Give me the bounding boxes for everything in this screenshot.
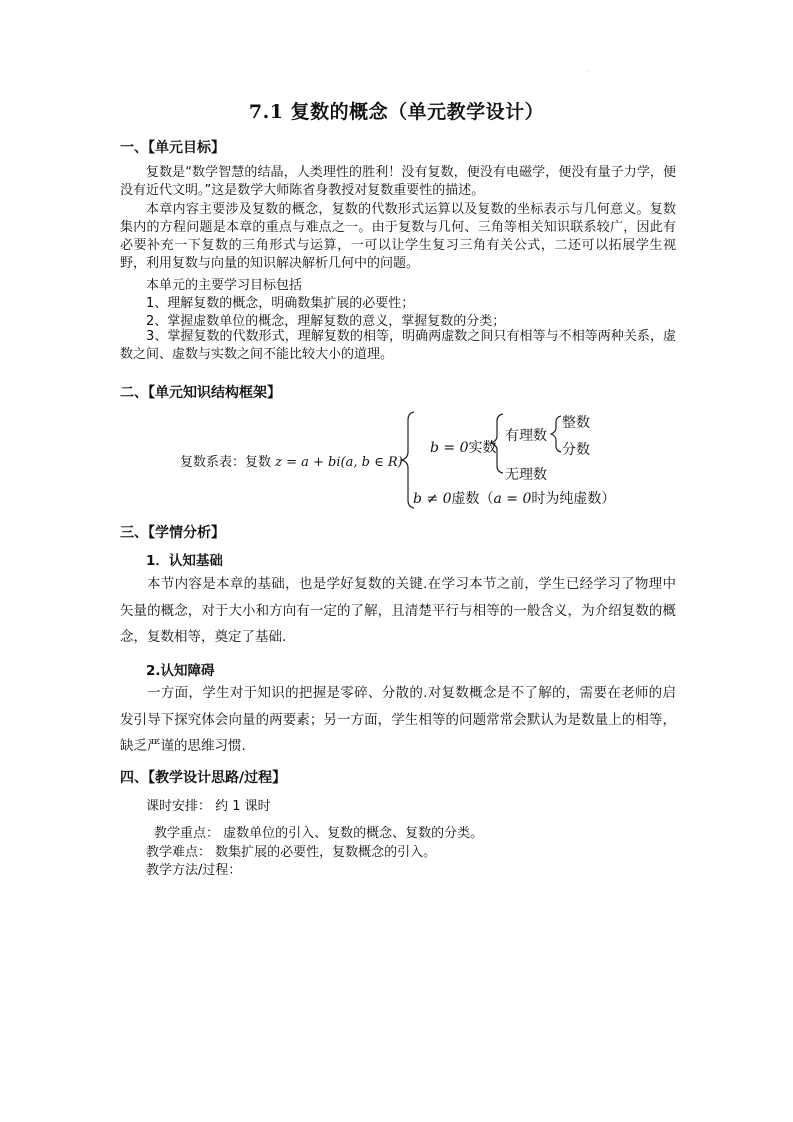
teaching-difficulties: 教学难点： 数集扩展的必要性，复数概念的引入。: [146, 845, 437, 860]
condition-a-zero: a = 0: [493, 491, 532, 507]
rational-brace: [551, 416, 561, 452]
goals-intro: 本单元的主要学习目标包括: [146, 278, 303, 293]
imaginary-label: 虚数（: [451, 491, 494, 507]
teaching-key-points: 教学重点： 虚数单位的引入、复数的概念、复数的分类。: [154, 826, 484, 841]
paragraph-cognitive-obstacle: 一方面，学生对于知识的把握是零碎、分散的.对复数概念是不了解的，需要在老师的启发引导下探究体会向量的两要素；另一方面，学生相等的问题常常会默认为是数量上的相等，缺乏严谨的思维习惯.: [120, 685, 676, 754]
class-hours: 课时安排： 约 1 课时: [146, 799, 271, 814]
tree-root-prefix: 复数系表：复数: [180, 455, 276, 470]
condition-b-nonzero: b ≠ 0: [413, 491, 452, 507]
section-heading-knowledge-framework: 二、【单元知识结构框架】: [120, 385, 281, 401]
real-label: 实数: [468, 440, 497, 456]
goal-item-3: 3、掌握复数的代数形式，理解复数的相等，明确两虚数之间只有相等与不相等两种关系，虚数之间、虚数与实数之间不能比较大小的道理。: [120, 329, 676, 362]
teaching-method: 教学方法/过程：: [146, 863, 242, 878]
tree-node-fraction: 分数: [562, 442, 590, 458]
complex-formula: z = a + bi(a, b ∈ R): [275, 455, 403, 470]
subheading-cognitive-obstacle: 2.认知障碍: [146, 663, 215, 679]
subheading-cognitive-basis: 1．认知基础: [146, 553, 223, 569]
paragraph-cognitive-basis: 本节内容是本章的基础，也是学好复数的关键.在学习本节之前，学生已经学习了物理中矢量的概念，对于大小和方向有一定的了解，且清楚平行与相等的一般含义，为介绍复数的概念，复数相等，奠定了基础.: [120, 576, 676, 645]
tree-node-integer: 整数: [562, 415, 590, 431]
goal-item-2: 2、掌握虚数单位的概念，理解复数的意义，掌握复数的分类；: [146, 314, 506, 329]
pure-imaginary-label: 时为纯虚数）: [531, 491, 616, 507]
tree-node-irrational: 无理数: [505, 467, 547, 483]
paragraph-intro-quote: 复数是“数学智慧的结晶，人类理性的胜利！没有复数，便没有电磁学，便没有量子力学，便没有近代文明。”这是数学大师陈省身教授对复数重要性的描述。: [120, 165, 676, 198]
section-heading-teaching-design: 四、【教学设计思路/过程】: [120, 770, 287, 786]
tree-node-rational: 有理数: [505, 428, 547, 444]
tree-root-label: [180, 451, 403, 470]
paragraph-chapter-overview: 本章内容主要涉及复数的概念，复数的代数形式运算以及复数的坐标表示与几何意义。复数集内的方程问题是本章的重点与难点之一。由于复数与几何、三角等相关知识联系较广，因此有必要补充一下复数的三角形式与运算，一可以让学生复习三角有关公式，二还可以拓展学生视野，利用复数与向量的知识解决解析几何中的问题。: [120, 202, 676, 271]
tree-node-imaginary: [413, 488, 615, 508]
corner-mark: ·: [588, 69, 590, 76]
section-heading-learner-analysis: 三、【学情分析】: [120, 525, 225, 541]
condition-b-zero: b = 0: [430, 440, 469, 456]
page-title: 7.1 复数的概念（单元教学设计）: [248, 101, 545, 123]
tree-node-real: [430, 437, 497, 457]
section-heading-unit-goals: 一、【单元目标】: [120, 140, 225, 156]
goal-item-1: 1、理解复数的概念，明确数集扩展的必要性；: [146, 296, 415, 311]
